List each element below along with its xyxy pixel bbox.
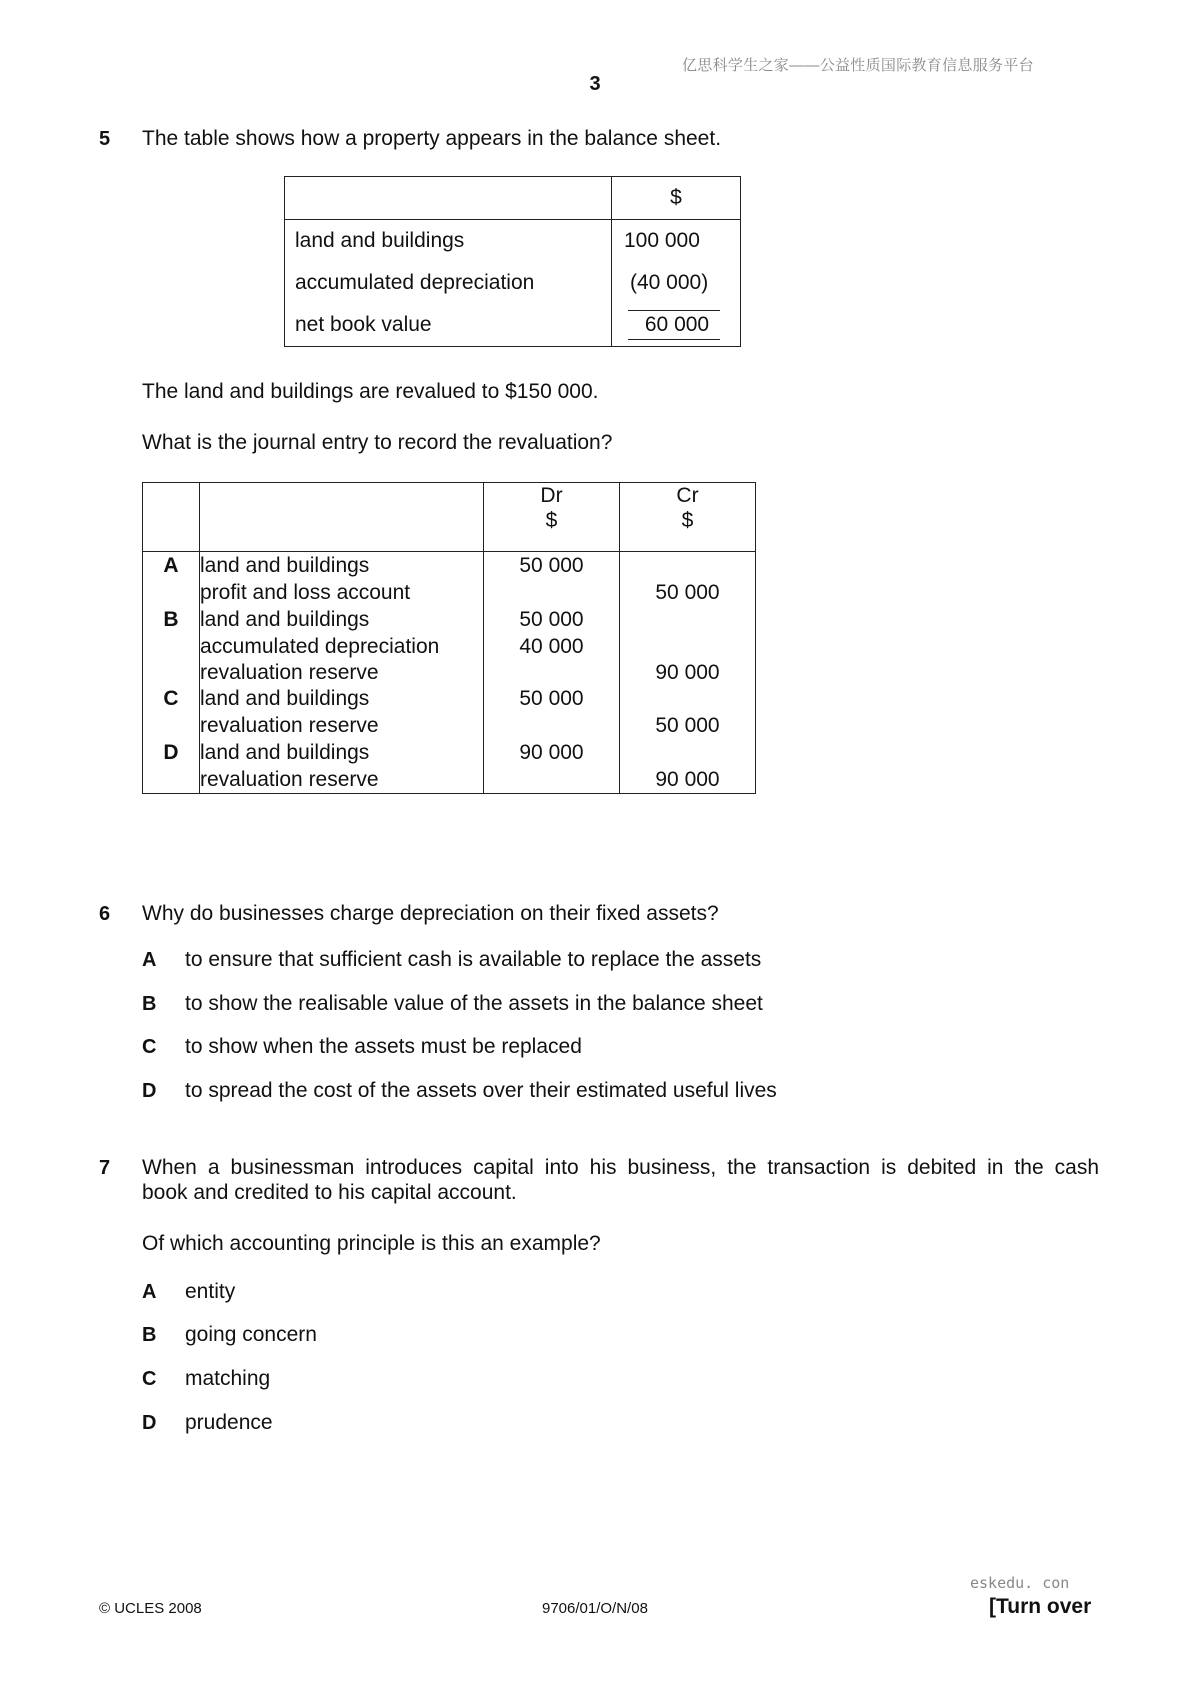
question-5-number: 5 [99,128,111,150]
balance-row-label: accumulated depreciation [295,271,535,294]
option-letter: C [143,685,200,739]
balance-sheet-table [284,176,741,347]
q6-option-text: to show when the assets must be replaced [185,1035,582,1058]
q6-option-letter: C [142,1036,157,1058]
option-letter: D [143,739,200,794]
journal-option-c [143,685,756,739]
q7-option-text: matching [185,1367,271,1390]
question-5-statement: The land and buildings are revalued to $150 000. [142,380,599,403]
journal-table [142,482,756,794]
question-7-line2: book and credited to his capital account. [142,1181,517,1204]
option-dr: 50 000 40 000 [484,606,620,685]
balance-currency-header: $ [612,177,741,220]
balance-values [612,220,741,347]
journal-option-b [143,606,756,685]
q7-option-text: prudence [185,1411,273,1434]
dr-label: Dr [540,484,563,507]
journal-header-blank [143,483,200,552]
question-7-line1: When a businessman introduces capital into his business, the transaction is debited in the cash [142,1156,1099,1179]
balance-header-blank [285,177,612,220]
question-5-question: What is the journal entry to record the revaluation? [142,431,613,454]
dr-unit: $ [545,509,558,532]
option-letter: A [143,552,200,607]
q6-option-letter: A [142,949,157,971]
journal-header-cr [620,483,756,552]
option-dr: 90 000 [484,739,620,794]
q7-option-letter: D [142,1412,157,1434]
question-5-intro: The table shows how a property appears in the balance sheet. [142,127,722,150]
balance-row-label: net book value [295,313,432,336]
q7-option-letter: B [142,1324,157,1346]
option-cr: 90 000 [620,739,756,794]
option-dr: 50 000 [484,685,620,739]
footer-turn-over: [Turn over [989,1595,1092,1618]
q7-option-text: going concern [185,1323,317,1346]
option-cr: 90 000 [620,606,756,685]
question-6-question: Why do businesses charge depreciation on their fixed assets? [142,902,719,925]
option-desc: land and buildings revaluation reserve [200,685,484,739]
balance-row-value-total [612,304,740,346]
q6-option-letter: D [142,1080,157,1102]
journal-header-dr [484,483,620,552]
q6-option-text: to ensure that sufficient cash is available to replace the assets [185,948,762,971]
q7-option-letter: A [142,1281,157,1303]
q6-option-text: to show the realisable value of the assets in the balance sheet [185,992,763,1015]
q7-option-text: entity [185,1280,236,1303]
q6-option-text: to spread the cost of the assets over their estimated useful lives [185,1079,777,1102]
question-6-number: 6 [99,903,111,925]
question-7-number: 7 [99,1157,111,1179]
option-dr: 50 000 [484,552,620,607]
q6-option-letter: B [142,993,157,1015]
journal-option-d [143,739,756,794]
header-watermark: 亿思科学生之家——公益性质国际教育信息服务平台 [682,57,1034,74]
balance-row-value: (40 000) [630,271,709,294]
q7-option-letter: C [142,1368,157,1390]
option-desc: land and buildings revaluation reserve [200,739,484,794]
question-7-question: Of which accounting principle is this an example? [142,1232,601,1255]
cr-label: Cr [676,484,699,507]
footer-paper-code: 9706/01/O/N/08 [542,1600,648,1617]
balance-labels [285,220,612,347]
option-desc: land and buildings profit and loss account [200,552,484,607]
option-letter: B [143,606,200,685]
net-book-value: 60 000 [628,310,720,340]
cr-unit: $ [681,509,694,532]
footer-copyright: © UCLES 2008 [99,1600,202,1617]
journal-option-a [143,552,756,607]
option-cr: 50 000 [620,685,756,739]
footer-watermark: eskedu. con [970,1574,1070,1592]
option-desc: land and buildings accumulated depreciation revaluation reserve [200,606,484,685]
option-cr: 50 000 [620,552,756,607]
balance-row-value: 100 000 [624,229,700,252]
journal-header-blank [200,483,484,552]
balance-row-label: land and buildings [295,229,465,252]
page-number: 3 [589,73,601,95]
